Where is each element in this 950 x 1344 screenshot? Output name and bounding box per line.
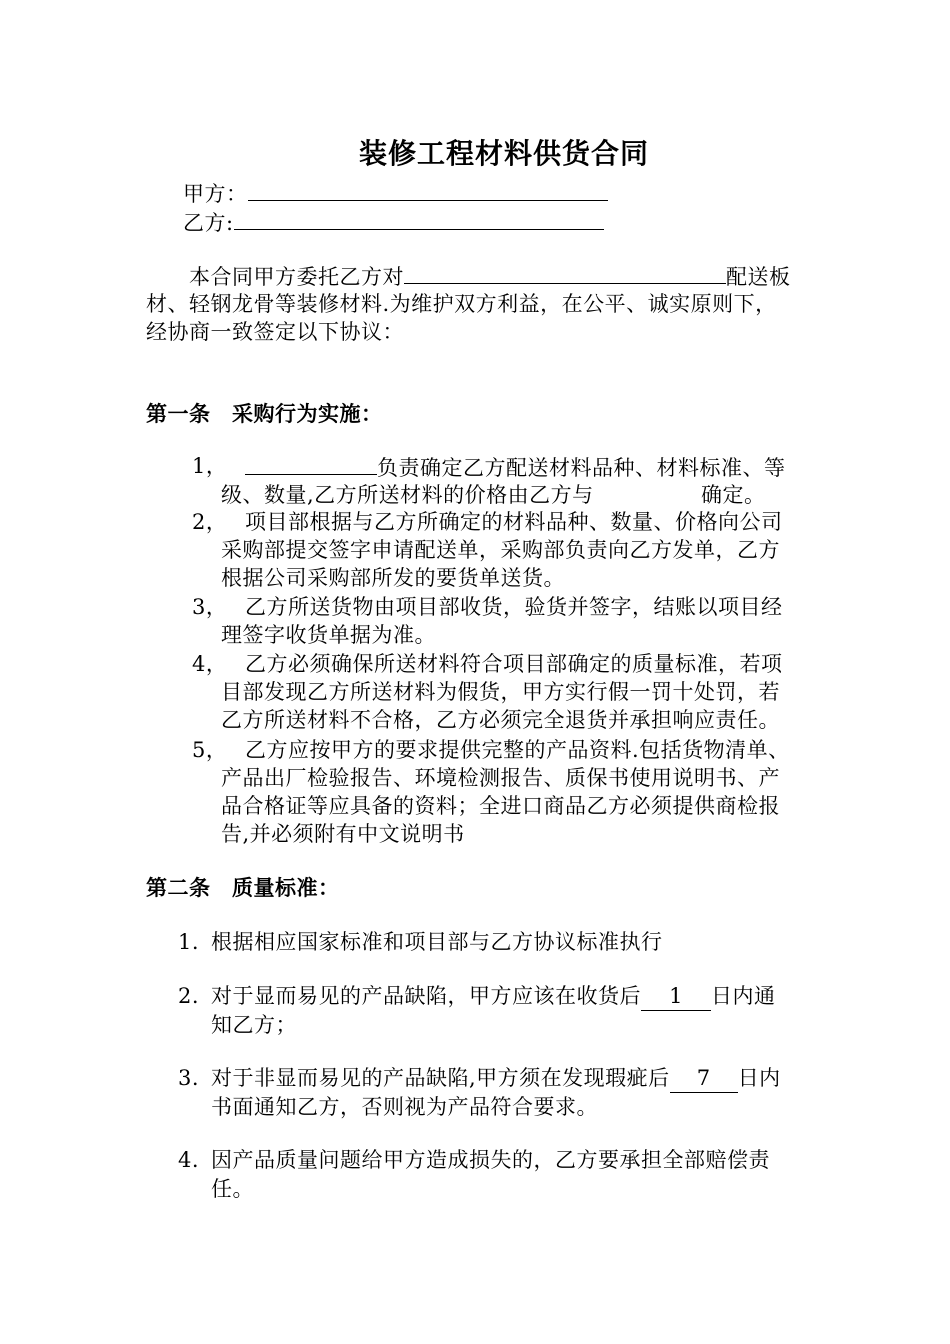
article-1-item-4-line-2: 目部发现乙方所送材料为假货，甲方实行假一罚十处罚，若 xyxy=(221,680,780,704)
article-1-item-1-num: 1， xyxy=(192,454,228,478)
article-1-item-4-line-1: 乙方必须确保所送材料符合项目部确定的质量标准，若项 xyxy=(245,652,783,676)
article-1-item-2-num: 2， xyxy=(192,510,228,534)
article-2-item-4-line-1: 因产品质量问题给甲方造成损失的，乙方要承担全部赔偿责 xyxy=(211,1148,770,1172)
article-2-item-4-line-2: 任。 xyxy=(211,1177,254,1201)
article-1-item-3-line-1: 乙方所送货物由项目部收货，验货并签字，结账以项目经 xyxy=(245,595,783,619)
article-2-item-1-line-1: 根据相应国家标准和项目部与乙方协议标准执行 xyxy=(211,930,663,954)
party-b-label: 乙方: xyxy=(183,211,234,235)
article-1-item-3-num: 3， xyxy=(192,595,228,619)
notify-days-value: 1 xyxy=(641,982,711,1011)
article-2-item-1-num: 1. xyxy=(178,930,200,954)
party-a-label: 甲方： xyxy=(183,182,248,206)
article-1-item-4-line-3: 乙方所送材料不合格，乙方必须完全退货并承担响应责任。 xyxy=(221,708,780,732)
article-2-item-2-line-1: 对于显而易见的产品缺陷，甲方应该在收货后 1 日内通 xyxy=(211,982,776,1011)
article-1-item-3-line-2: 理签字收货单据为准。 xyxy=(221,623,436,647)
article-2-heading: 第二条 质量标准： xyxy=(146,875,340,900)
party-a-blank xyxy=(248,178,608,201)
article-2-item-3-line-2: 书面通知乙方，否则视为产品符合要求。 xyxy=(211,1095,598,1119)
article-1-item-1-line-2: 级、数量,乙方所送材料的价格由乙方与 xyxy=(221,483,594,507)
document-title: 装修工程材料供货合同 xyxy=(358,137,649,170)
article-1-item-5-line-1: 乙方应按甲方的要求提供完整的产品资料.包括货物清单、 xyxy=(245,738,790,762)
article-1-item-1-line-2-end: 确定。 xyxy=(701,483,766,507)
article-1-item-2-line-2: 采购部提交签字申请配送单，采购部负责向乙方发单，乙方 xyxy=(221,538,780,562)
party-b-line xyxy=(183,207,604,237)
article-2-item-3-line-1: 对于非显而易见的产品缺陷,甲方须在发现瑕疵后 7 日内 xyxy=(211,1064,781,1093)
article-1-item-5-line-2: 产品出厂检验报告、环境检测报告、质保书使用说明书、产 xyxy=(221,766,780,790)
intro-text-pre: 本合同甲方委托乙方对 xyxy=(189,265,404,289)
article-2-item-4-num: 4. xyxy=(178,1148,200,1172)
item-1-blank xyxy=(245,452,377,475)
article-2-item-2-line-2: 知乙方； xyxy=(211,1013,297,1037)
intro-text-post: 配送板 xyxy=(726,265,791,289)
article-1-item-4-num: 4， xyxy=(192,652,228,676)
article-1-heading: 第一条 采购行为实施： xyxy=(146,401,383,426)
article-1-item-5-line-3: 品合格证等应具备的资料；全进口商品乙方必须提供商检报 xyxy=(221,794,780,818)
article-1-item-1-line-1: 负责确定乙方配送材料品种、材料标准、等 xyxy=(245,452,786,482)
intro-blank xyxy=(404,261,726,284)
article-1-item-2-line-1: 项目部根据与乙方所确定的材料品种、数量、价格向公司 xyxy=(245,510,783,534)
article-1-item-2-line-3: 根据公司采购部所发的要货单送货。 xyxy=(221,566,565,590)
article-2-item-2-num: 2. xyxy=(178,984,200,1008)
intro-line-3: 经协商一致签定以下协议： xyxy=(146,320,404,344)
article-1-item-5-line-4: 告,并必须附有中文说明书 xyxy=(221,822,465,846)
defect-days-value: 7 xyxy=(670,1064,738,1093)
party-b-blank xyxy=(234,207,604,230)
article-2-item-3-num: 3. xyxy=(178,1066,200,1090)
article-1-item-5-num: 5， xyxy=(192,738,228,762)
intro-line-2: 材、轻钢龙骨等装修材料.为维护双方利益，在公平、诚实原则下， xyxy=(146,292,777,316)
intro-line-1 xyxy=(189,261,791,291)
party-a-line xyxy=(183,178,608,208)
